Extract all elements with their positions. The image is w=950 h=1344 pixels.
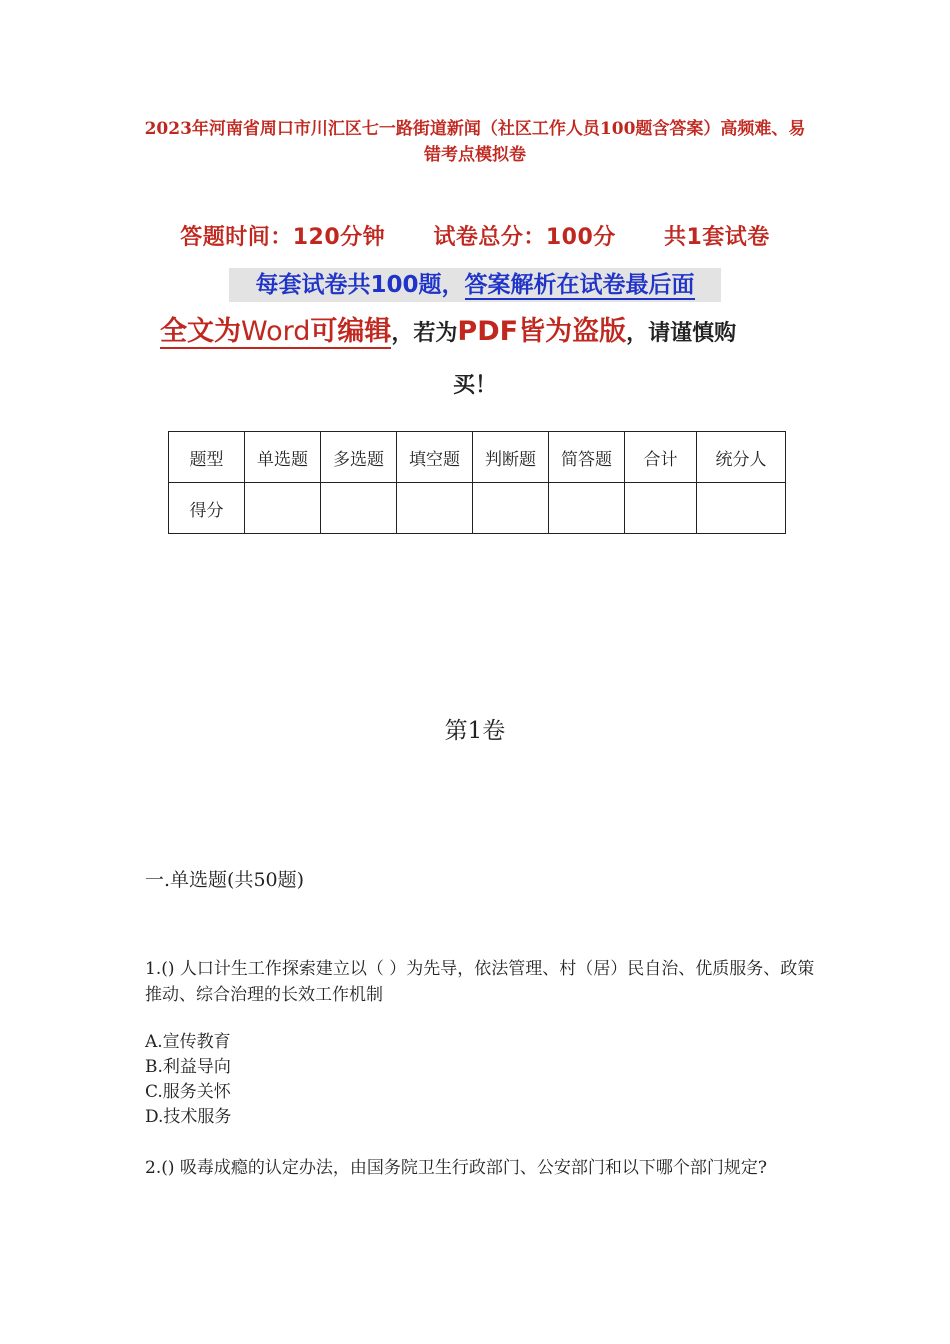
score-cell — [321, 483, 397, 534]
edit-notice-a: 全文为 — [160, 316, 241, 347]
edit-notice-d: ，若为 — [391, 321, 458, 346]
exam-time: 答题时间：120分钟 — [180, 225, 386, 250]
volume-heading: 第1卷 — [444, 718, 506, 744]
score-header-cell: 简答题 — [549, 432, 625, 483]
exam-total-score: 试卷总分：100分 — [433, 225, 616, 250]
score-table-score-row — [169, 483, 786, 534]
score-cell — [697, 483, 786, 534]
score-cell — [549, 483, 625, 534]
question-1-option-c: C.服务关怀 — [145, 1082, 231, 1102]
edit-notice-f: ，请谨慎购 — [626, 321, 737, 346]
answer-notice-a: 每套试卷共100题， — [255, 272, 465, 298]
section-heading: 一.单选题(共50题) — [145, 869, 305, 891]
exam-set-count: 共1套试卷 — [663, 225, 770, 250]
edit-notice-end: 买！ — [452, 373, 497, 398]
question-1: 1.() 人口计生工作探索建立以（ ）为先导，依法管理、村（居）民自治、优质服务、政策推动、综合治理的长效工作机制 — [145, 959, 815, 1005]
score-row-label: 得分 — [169, 483, 245, 534]
score-header-cell: 题型 — [169, 432, 245, 483]
edit-notice — [160, 312, 800, 354]
score-cell — [397, 483, 473, 534]
score-header-cell: 多选题 — [321, 432, 397, 483]
score-table-header-row — [169, 432, 786, 483]
score-header-cell: 合计 — [625, 432, 697, 483]
score-cell — [625, 483, 697, 534]
score-header-cell: 判断题 — [473, 432, 549, 483]
document-title: 2023年河南省周口市川汇区七一路街道新闻（社区工作人员100题含答案）高频难、易错考点模拟卷 — [144, 119, 806, 165]
score-header-cell: 统分人 — [697, 432, 786, 483]
question-1-option-a: A.宣传教育 — [145, 1032, 231, 1052]
question-1-option-b: B.利益导向 — [145, 1057, 231, 1077]
score-header-cell: 单选题 — [245, 432, 321, 483]
question-1-option-d: D.技术服务 — [145, 1107, 232, 1127]
edit-notice-word: Word — [241, 316, 311, 347]
answer-notice — [229, 268, 721, 302]
answer-notice-b: 答案解析在试卷最后面 — [464, 272, 695, 298]
edit-notice-pdf: PDF皆为盗版 — [457, 316, 627, 347]
score-cell — [473, 483, 549, 534]
question-2: 2.() 吸毒成瘾的认定办法，由国务院卫生行政部门、公安部门和以下哪个部门规定? — [145, 1158, 768, 1178]
edit-notice-editable: 可编辑 — [310, 316, 392, 347]
exam-info — [0, 220, 950, 251]
score-header-cell: 填空题 — [397, 432, 473, 483]
score-cell — [245, 483, 321, 534]
score-table — [168, 431, 786, 534]
